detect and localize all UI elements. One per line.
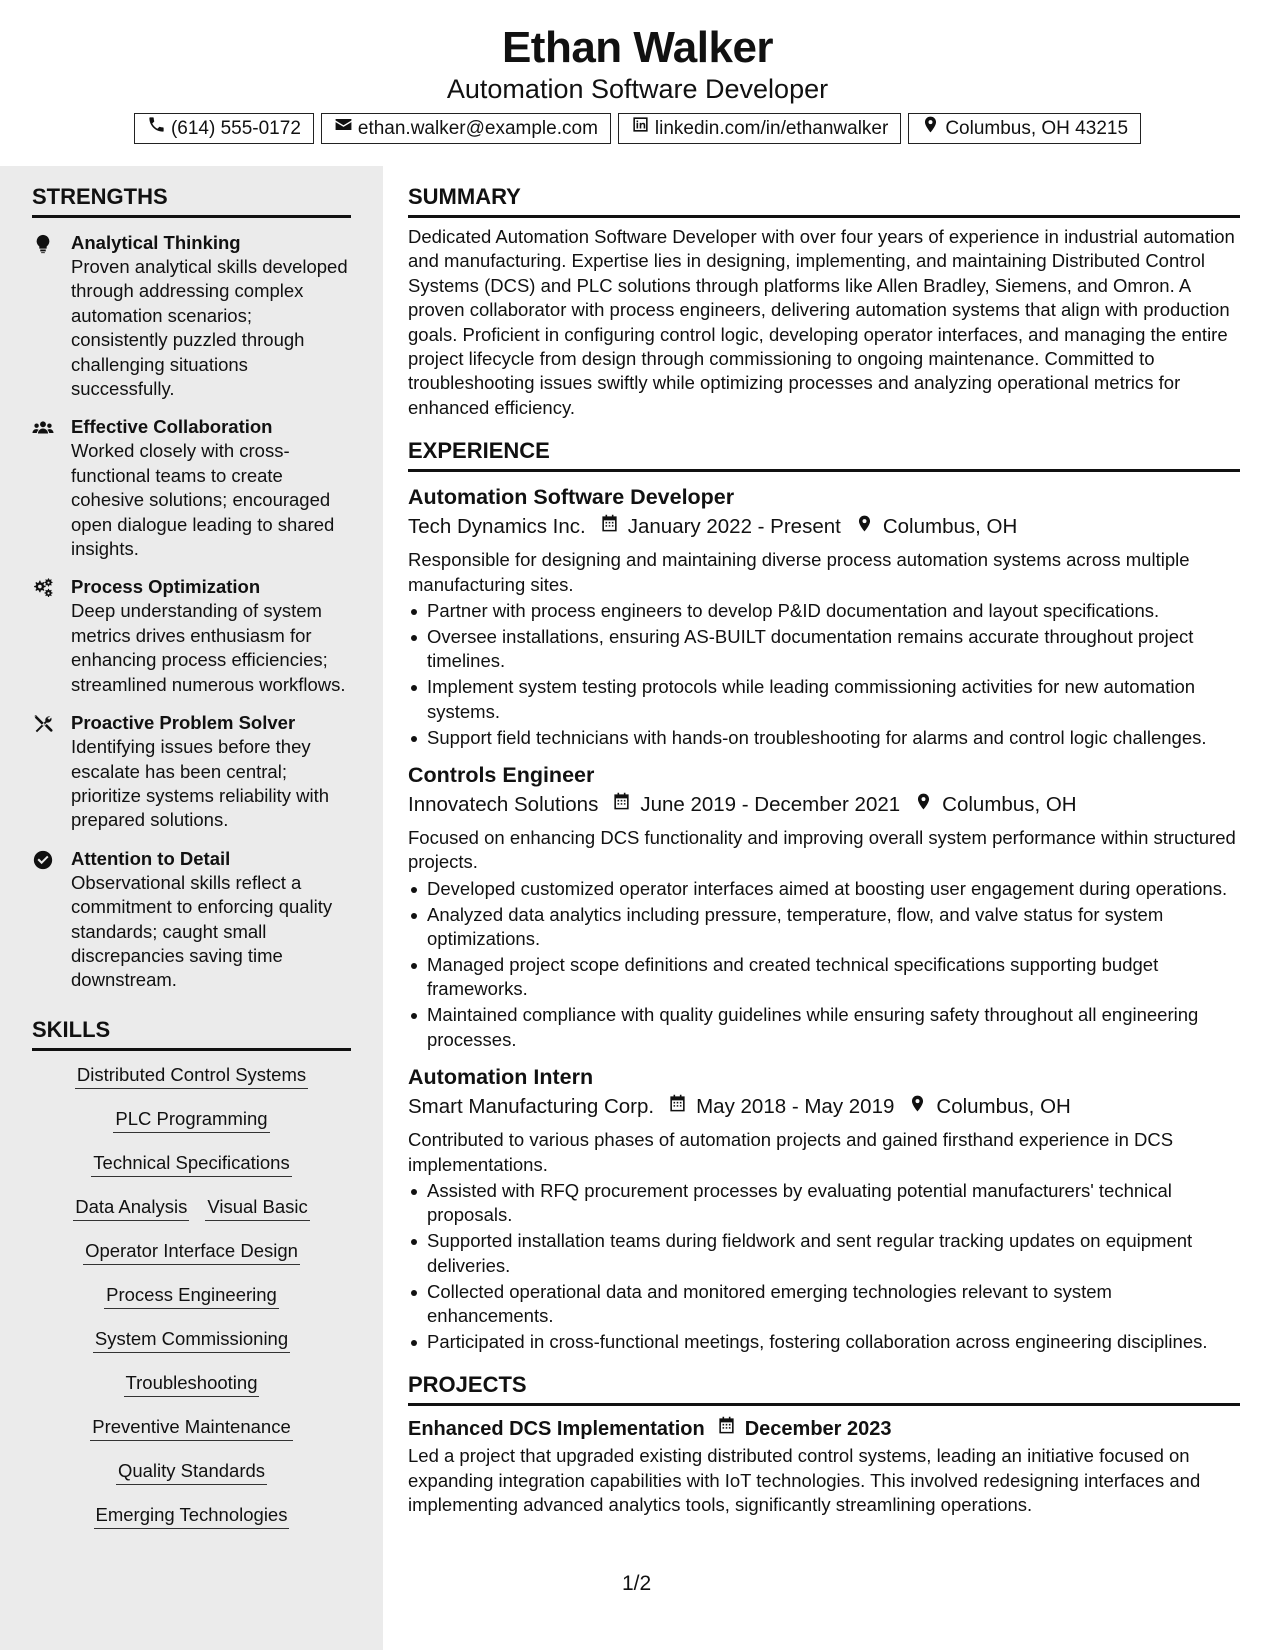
list-item: Support field technicians with hands-on troubleshooting for alarms and control logic challenges. — [408, 726, 1240, 750]
gears-icon — [32, 577, 54, 599]
skill-tag: Process Engineering — [104, 1284, 279, 1309]
list-item: Partner with process engineers to develop P&ID documentation and layout specifications. — [408, 599, 1240, 623]
list-item: Developed customized operator interfaces aimed at boosting user engagement during operations. — [408, 877, 1240, 901]
project-title: Enhanced DCS Implementation — [408, 1418, 705, 1441]
job-title: Automation Software Developer — [408, 485, 735, 510]
skill-tag: Technical Specifications — [91, 1152, 291, 1177]
skill-tag: Visual Basic — [205, 1196, 309, 1221]
company-name: Tech Dynamics Inc. — [408, 515, 586, 539]
strength-title: Process Optimization — [71, 576, 261, 598]
job-entry — [408, 483, 1240, 750]
job-location: Columbus, OH — [882, 515, 1018, 539]
envelope-icon — [334, 115, 353, 143]
strength-desc: Identifying issues before they escalate has been central; prioritize systems reliability with prepared solutions. — [71, 736, 330, 831]
strength-desc: Worked closely with cross-functional teams to create cohesive solutions; encouraged open dialogue leading to shared insights. — [71, 440, 335, 560]
strength-desc: Deep understanding of system metrics drives enthusiasm for enhancing process efficiencies; streamlined numerous workflows. — [71, 600, 346, 695]
skill-tag: PLC Programming — [113, 1108, 269, 1133]
job-description: Contributed to various phases of automation projects and gained firsthand experience in DCS implementations. — [408, 1129, 1174, 1175]
project-date: December 2023 — [744, 1418, 892, 1441]
contact-email — [321, 113, 611, 144]
job-location: Columbus, OH — [936, 1095, 1071, 1119]
map-pin-icon — [921, 115, 940, 143]
job-description: Responsible for designing and maintaining diverse process automation systems across multiple manufacturing sites. — [408, 549, 1190, 595]
job-meta — [408, 512, 1240, 542]
skill-tag: System Commissioning — [93, 1328, 290, 1353]
list-item: Maintained compliance with quality guidelines while ensuring safety throughout all engineering processes. — [408, 1003, 1240, 1052]
strength-title: Analytical Thinking — [71, 232, 241, 253]
job-meta — [408, 790, 1240, 820]
list-item: Managed project scope definitions and created technical specifications supporting budget frameworks. — [408, 953, 1240, 1002]
skill-tag: Data Analysis — [73, 1196, 189, 1221]
job-dates: January 2022 - Present — [627, 515, 841, 539]
job-entry — [408, 1063, 1240, 1354]
company-name: Innovatech Solutions — [408, 793, 599, 816]
job-bullets — [408, 877, 1240, 1052]
job-dates: May 2018 - May 2019 — [696, 1095, 895, 1119]
calendar-icon — [654, 1092, 696, 1122]
calendar-icon — [705, 1415, 745, 1443]
strength-desc: Proven analytical skills developed through addressing complex automation scenarios; consistently puzzled through challenging situations successfully. — [71, 256, 348, 400]
email-text: ethan.walker@example.com — [357, 117, 598, 139]
list-item: Assisted with RFQ procurement processes by evaluating potential manufacturers' technical proposals. — [408, 1179, 1240, 1228]
experience-heading: EXPERIENCE — [408, 436, 1240, 472]
linkedin-text: linkedin.com/in/ethanwalker — [654, 117, 889, 139]
skill-tag: Operator Interface Design — [83, 1240, 300, 1265]
project-description: Led a project that upgraded existing distributed control systems, leading an initiative focused on expanding integration capabilities with IoT technologies. This involved redesigning interfaces and implementing advanced analytics tools, significantly streamlining operations. — [408, 1445, 1201, 1516]
job-title: Automation Intern — [408, 1065, 594, 1090]
strength-item — [32, 574, 351, 697]
job-meta — [408, 1092, 1240, 1122]
list-item: Oversee installations, ensuring AS-BUILT documentation remains accurate throughout project timelines. — [408, 625, 1240, 674]
calendar-icon — [598, 790, 640, 820]
skills-heading: SKILLS — [32, 1015, 351, 1051]
skill-tag: Quality Standards — [116, 1460, 267, 1485]
contact-linkedin — [618, 113, 901, 144]
job-entry — [408, 761, 1240, 1052]
summary-heading: SUMMARY — [408, 182, 1240, 218]
phone-icon — [147, 115, 166, 143]
location-text: Columbus, OH 43215 — [945, 117, 1129, 139]
users-icon — [32, 417, 54, 439]
map-pin-icon — [900, 790, 942, 820]
tools-icon — [32, 713, 54, 735]
list-item: Analyzed data analytics including pressure, temperature, flow, and valve status for system optimizations. — [408, 903, 1240, 952]
skills-list — [32, 1064, 351, 1529]
list-item: Implement system testing protocols while leading commissioning activities for new automation systems. — [408, 675, 1240, 724]
check-circle-icon — [32, 849, 54, 871]
map-pin-icon — [894, 1092, 936, 1122]
linkedin-icon — [631, 115, 650, 143]
strengths-heading: STRENGTHS — [32, 182, 351, 218]
map-pin-icon — [841, 512, 883, 542]
job-bullets — [408, 1179, 1240, 1354]
main-column — [408, 166, 1240, 1518]
strength-title: Attention to Detail — [71, 847, 231, 869]
job-description: Focused on enhancing DCS functionality and improving overall system performance within structured projects. — [408, 827, 1236, 873]
job-location: Columbus, OH — [942, 793, 1077, 816]
sidebar — [0, 166, 383, 1650]
job-bullets — [408, 599, 1240, 750]
list-item: Supported installation teams during fieldwork and sent regular tracking updates on equipment deliveries. — [408, 1229, 1240, 1278]
strength-desc: Observational skills reflect a commitment to enforcing quality standards; caught small discrepancies saving time downstream. — [71, 871, 333, 991]
strength-item — [32, 414, 351, 561]
lightbulb-icon — [32, 233, 54, 255]
strengths-list — [32, 230, 351, 993]
project-header — [408, 1415, 1240, 1443]
candidate-name: Ethan Walker — [501, 23, 774, 72]
projects-heading: PROJECTS — [408, 1370, 1240, 1406]
skill-tag: Troubleshooting — [124, 1372, 260, 1397]
summary-text: Dedicated Automation Software Developer with over four years of experience in industrial automation and manufacturing. Expertise lies in designing, implementing, and maintaining Distributed Control Systems (DCS) and PLC solutions through platforms like Allen Bradley, Siemens, and Omron. A proven collaborator with process engineers, delivering automation systems that align with production goals. Proficient in configuring control logic, developing operator interfaces, and managing the entire project lifecycle from design through commissioning to ongoing maintenance. Committed to troubleshooting issues swiftly while optimizing processes and analyzing operational metrics for enhanced efficiency. — [408, 226, 1235, 418]
contact-phone — [134, 113, 314, 144]
job-dates: June 2019 - December 2021 — [640, 793, 901, 816]
phone-text: (614) 555-0172 — [170, 117, 301, 139]
calendar-icon — [586, 512, 628, 542]
skill-tag: Emerging Technologies — [94, 1504, 290, 1529]
strength-title: Proactive Problem Solver — [71, 712, 296, 734]
strength-item — [32, 846, 351, 993]
list-item: Participated in cross-functional meetings, fostering collaboration across engineering disciplines. — [408, 1330, 1240, 1354]
strength-title: Effective Collaboration — [71, 416, 273, 438]
company-name: Smart Manufacturing Corp. — [408, 1095, 655, 1119]
skill-tag: Distributed Control Systems — [75, 1064, 308, 1089]
job-title: Controls Engineer — [408, 763, 595, 787]
candidate-title: Automation Software Developer — [446, 74, 829, 104]
resume-header — [0, 0, 1275, 166]
strength-item — [32, 230, 351, 401]
contact-location — [908, 113, 1141, 144]
list-item: Collected operational data and monitored emerging technologies relevant to system enhancements. — [408, 1280, 1240, 1329]
page-number: 1/2 — [622, 1572, 652, 1595]
strength-item — [32, 710, 351, 833]
skill-tag: Preventive Maintenance — [90, 1416, 292, 1441]
contact-bar — [0, 113, 1275, 144]
